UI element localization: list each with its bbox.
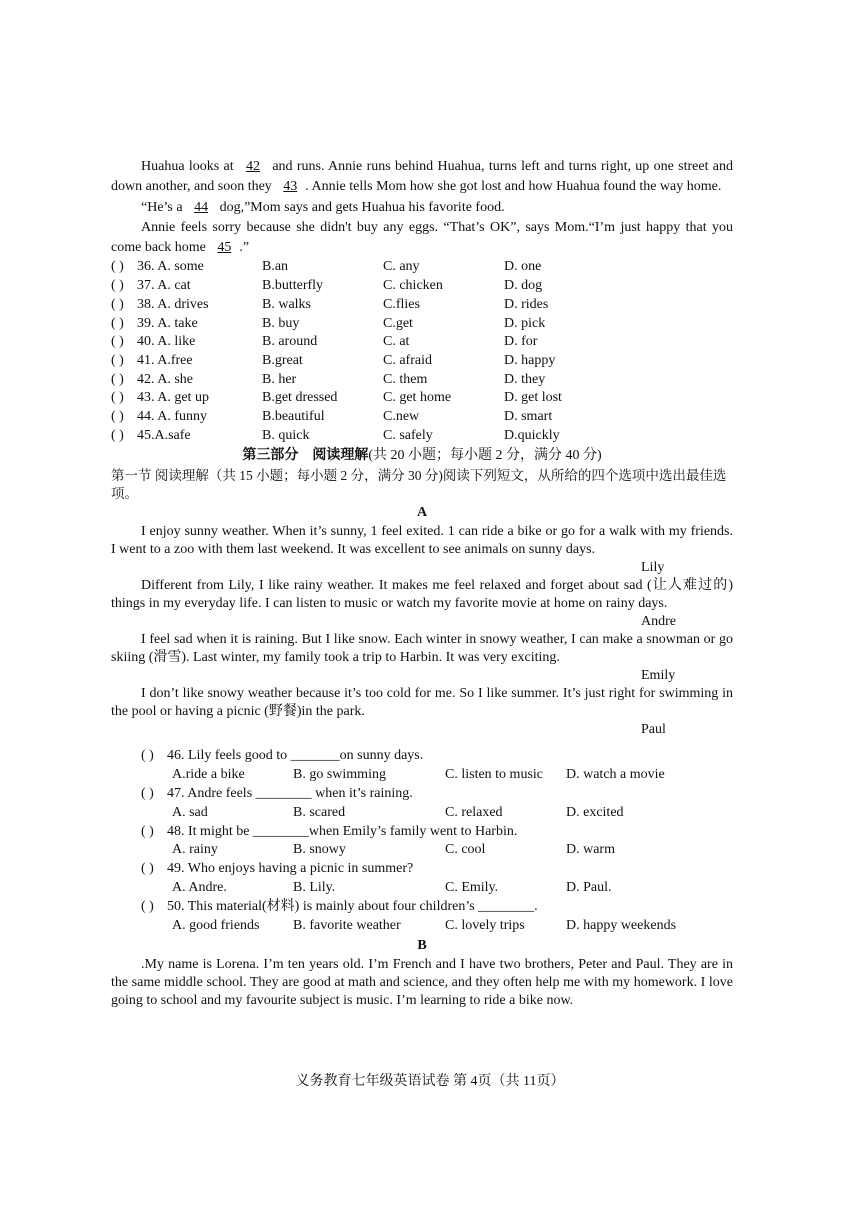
option-a: 40. A. like <box>137 334 196 350</box>
blank-44: 44 <box>194 199 209 215</box>
option-c: C. any <box>383 259 420 275</box>
option-a: A.ride a bike <box>172 767 245 783</box>
option-d: D. Paul. <box>566 879 612 895</box>
answer-paren[interactable]: ( ) <box>141 861 154 877</box>
option-row <box>111 315 733 334</box>
passage-a-heading: A <box>416 505 428 521</box>
question <box>111 785 733 804</box>
option-row <box>111 408 733 427</box>
option-d: D. warm <box>566 842 615 858</box>
option-a: 45.A.safe <box>137 427 191 443</box>
option-c: C. relaxed <box>445 804 503 820</box>
option-a: 39. A. take <box>137 315 198 331</box>
question-text: 47. Andre feels ________ when it’s raining. <box>167 785 413 801</box>
question-list <box>111 747 733 935</box>
blank-45: 45 <box>217 240 232 256</box>
answer-paren[interactable]: ( ) <box>111 390 124 406</box>
blank-42: 42 <box>245 159 260 174</box>
signature: Lily <box>641 560 665 576</box>
option-c: C. cool <box>445 842 486 858</box>
option-b: B. buy <box>262 315 300 331</box>
option-d: D. watch a movie <box>566 767 665 783</box>
option-d: D. for <box>504 334 538 350</box>
text: “He’s a <box>141 199 183 215</box>
option-d: D. get lost <box>504 390 562 406</box>
option-row <box>111 427 733 446</box>
option-a: 38. A. drives <box>137 296 209 312</box>
option-row <box>111 333 733 352</box>
option-b: B. quick <box>262 427 310 443</box>
option-c: C.get <box>383 315 413 331</box>
option-b: B.great <box>262 352 303 368</box>
passage-a-paragraph: I don’t like snowy weather because it’s too cold for me. So I like summer. It’s just right for swimming in the pool or having a picnic (野餐)in the park. <box>111 686 733 720</box>
exam-page <box>111 157 733 1010</box>
option-a: 41. A.free <box>137 352 193 368</box>
section-title <box>111 446 733 466</box>
option-d: D. dog <box>504 278 543 294</box>
question-text: 50. This material(材料) is mainly about four children’s ________. <box>167 898 538 914</box>
answer-paren[interactable]: ( ) <box>111 334 124 350</box>
answer-paren[interactable]: ( ) <box>111 371 124 387</box>
section-instructions: 第一节 阅读理解（共 15 小题；每小题 2 分，满分 30 分)阅读下列短文，从所给的四个选项中选出最佳选项。 <box>111 468 727 501</box>
option-a: A. Andre. <box>172 879 227 895</box>
answer-options <box>111 766 733 785</box>
option-a: 36. A. some <box>137 259 204 275</box>
text: and runs. Annie runs behind Huahua, turns left and turns right, up one street and down another, and soon they <box>111 159 734 195</box>
answer-paren[interactable]: ( ) <box>111 296 124 312</box>
answer-paren[interactable]: ( ) <box>111 427 124 443</box>
passage-a-paragraph: I feel sad when it is raining. But I like snow. Each winter in snowy weather, I can make a snowman or go skiing (滑雪). Last winter, my family took a trip to Harbin. It was very exciting. <box>111 632 733 666</box>
answer-paren[interactable]: ( ) <box>111 408 124 424</box>
option-a: 44. A. funny <box>137 408 207 424</box>
option-c: C. Emily. <box>445 879 499 895</box>
option-row <box>111 371 733 390</box>
option-d: D. pick <box>504 315 546 331</box>
option-c: C.flies <box>383 296 420 312</box>
option-row <box>111 389 733 408</box>
option-b: B. go swimming <box>293 767 386 783</box>
option-a: 42. A. she <box>137 371 193 387</box>
option-row <box>111 296 733 315</box>
option-d: D. one <box>504 259 542 275</box>
question-text: 48. It might be ________when Emily’s family went to Harbin. <box>167 823 518 839</box>
option-b: B.an <box>262 259 289 275</box>
answer-paren[interactable]: ( ) <box>111 259 124 275</box>
passage-a-paragraph: Different from Lily, I like rainy weather. It makes me feel relaxed and forget about sad (让人难过的) things in my everyday life. I can listen to music or watch my favorite movie at home on rainy days. <box>111 578 733 612</box>
answer-paren[interactable]: ( ) <box>111 352 124 368</box>
question-text: 46. Lily feels good to _______on sunny days. <box>167 748 424 764</box>
text: dog,”Mom says and gets Huahua his favorite food. <box>219 199 505 215</box>
answer-options <box>111 879 733 898</box>
option-d: D.quickly <box>504 427 560 443</box>
answer-paren[interactable]: ( ) <box>141 748 154 764</box>
question <box>111 823 733 842</box>
answer-paren[interactable]: ( ) <box>141 785 154 801</box>
option-b: B. Lily. <box>293 879 336 895</box>
section-heading: 第三部分 阅读理解 <box>242 448 369 464</box>
option-b: B. walks <box>262 296 311 312</box>
option-a: A. sad <box>172 804 208 820</box>
option-c: C. listen to music <box>445 767 543 783</box>
passage-a-paragraph: I enjoy sunny weather. When it’s sunny, 1 feel exited. 1 can ride a bike or go for a walk with my friends. I went to a zoo with them last weekend. It was excellent to see animals on sunny days. <box>111 524 733 558</box>
passage-b-heading: B <box>417 938 427 954</box>
answer-paren[interactable]: ( ) <box>141 898 154 914</box>
option-b: B.beautiful <box>262 408 325 424</box>
text: Huahua looks at <box>141 159 234 174</box>
text: . Annie tells Mom how she got lost and how Huahua found the way home. <box>305 179 722 195</box>
option-d: D. happy weekends <box>566 917 677 933</box>
question <box>111 898 733 917</box>
text: Annie feels sorry because she didn't buy any eggs. “That’s OK”, says Mom.“I’m just happy that you come back home <box>111 219 733 256</box>
option-c: C. them <box>383 371 428 387</box>
page-footer: 义务教育七年级英语试卷 第 4页（共 11页） <box>295 1074 565 1089</box>
option-c: C. chicken <box>383 278 443 294</box>
option-row <box>111 352 733 371</box>
blank-43: 43 <box>283 179 298 195</box>
option-b: B. her <box>262 371 297 387</box>
option-a: 43. A. get up <box>137 390 209 406</box>
answer-paren[interactable]: ( ) <box>111 315 124 331</box>
option-c: C. safely <box>383 427 433 443</box>
option-d: D. happy <box>504 352 556 368</box>
option-b: B.butterfly <box>262 278 324 294</box>
cloze-paragraph-2 <box>111 198 733 218</box>
option-b: B. scared <box>293 804 346 820</box>
question <box>111 747 733 766</box>
option-a: A. rainy <box>172 842 218 858</box>
answer-options <box>111 917 733 936</box>
option-d: D. smart <box>504 408 553 424</box>
cloze-options <box>111 258 733 445</box>
answer-options <box>111 841 733 860</box>
option-b: B. around <box>262 334 318 350</box>
option-c: C.new <box>383 408 420 424</box>
cloze-paragraph-1 <box>111 157 733 198</box>
option-c: C. afraid <box>383 352 432 368</box>
answer-options <box>111 804 733 823</box>
option-b: B. snowy <box>293 842 346 858</box>
option-a: 37. A. cat <box>137 278 191 294</box>
answer-paren[interactable]: ( ) <box>141 823 154 839</box>
option-a: A. good friends <box>172 917 260 933</box>
option-c: C. at <box>383 334 410 350</box>
signature: Paul <box>641 722 666 738</box>
option-c: C. lovely trips <box>445 917 525 933</box>
option-row <box>111 277 733 296</box>
option-row <box>111 258 733 277</box>
option-d: D. they <box>504 371 546 387</box>
section-note: (共 20 小题；每小题 2 分，满分 40 分) <box>368 448 602 464</box>
passage-b-paragraph: .My name is Lorena. I’m ten years old. I’m French and I have two brothers, Peter and Paul. They are in the same middle school. They are good at math and science, and they often help me with my homework. I love going to school and my favourite subject is music. I’m learning to ride a bike now. <box>111 957 733 1009</box>
option-c: C. get home <box>383 390 452 406</box>
cloze-paragraph-3 <box>111 218 733 259</box>
option-d: D. excited <box>566 804 624 820</box>
option-b: B.get dressed <box>262 390 338 406</box>
question <box>111 860 733 879</box>
signature: Emily <box>641 668 676 684</box>
question-text: 49. Who enjoys having a picnic in summer? <box>167 861 414 877</box>
signature: Andre <box>641 614 676 630</box>
option-b: B. favorite weather <box>293 917 401 933</box>
answer-paren[interactable]: ( ) <box>111 278 124 294</box>
option-d: D. rides <box>504 296 549 312</box>
text: .” <box>239 240 250 256</box>
